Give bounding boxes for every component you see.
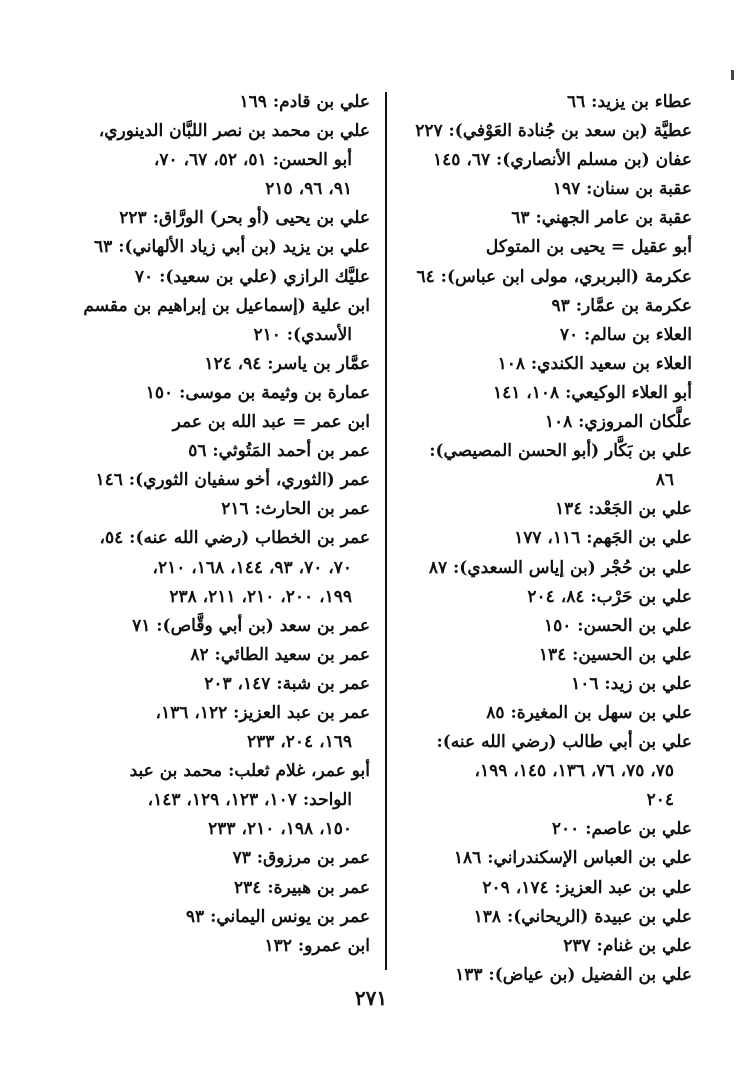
index-entry: [48, 612, 370, 641]
entry-heading: علي بن سهل بن المغيرة: ٨٥: [486, 702, 692, 723]
entry-heading: علَّكان المروزي: ١٠٨: [544, 412, 692, 433]
entry-heading: عقبة بن عامر الجهني: ٦٣: [511, 208, 692, 229]
entry-continuation: ١٥٠، ١٩٨، ٢١٠، ٢٣٣: [208, 819, 352, 840]
entry-heading: عكرمة (البربري، مولى ابن عباس): ٦٤: [416, 266, 692, 287]
entry-heading: أبو عقيل = يحيى بن المتوكل: [485, 237, 692, 258]
entry-heading: ابن علية (إسماعيل بن إبراهيم بن مقسم: [83, 295, 370, 316]
entry-heading: عمر بن أحمد المَتُوثي: ٥٦: [188, 441, 370, 462]
index-entry: [372, 117, 692, 146]
index-entry: [48, 466, 370, 495]
index-entry: [372, 495, 692, 524]
index-entry: [372, 903, 692, 932]
entry-heading: علي بن العباس الإسكندراني: ١٨٦: [453, 848, 692, 869]
index-entry: [372, 379, 692, 408]
entry-continuation: ٩١، ٩٦، ٢١٥: [265, 179, 352, 200]
entry-continuation: ٢٠٤: [646, 790, 674, 811]
entry-heading: عليَّك الرازي (علي بن سعيد): ٧٠: [134, 266, 370, 287]
entry-continuation: ٨٦: [655, 470, 674, 491]
index-entry: [48, 350, 370, 379]
entry-heading: عطيَّة (بن سعد بن جُنادة العَوْفي): ٢٢٧: [415, 121, 692, 142]
index-entry: [372, 844, 692, 873]
entry-heading: عمر بن هبيرة: ٢٣٤: [234, 877, 370, 898]
entry-heading: علي بن حَرْب: ٨٤، ٢٠٤: [527, 586, 692, 607]
index-entry: [372, 612, 692, 641]
entry-heading: عمر بن الخطاب (رضي الله عنه): ٥٤،: [99, 528, 370, 549]
entry-heading: علي بن الفضيل (بن عياض): ١٣٣: [455, 964, 692, 985]
index-entry: [372, 670, 692, 699]
entry-heading: عمر (الثوري، أخو سفيان الثوري): ١٤٦: [95, 470, 370, 491]
entry-heading: عكرمة بن عمَّار: ٩٣: [551, 295, 692, 316]
index-entry: [372, 554, 692, 583]
index-entry: [48, 844, 370, 873]
entry-heading: علي بن الجَهم: ١١٦، ١٧٧: [514, 528, 692, 549]
index-entry: [48, 932, 370, 961]
entry-heading: عطاء بن يزيد: ٦٦: [567, 92, 692, 112]
entry-heading: علي بن بَكَّار (أبو الحسن المصيصي):: [429, 441, 692, 462]
entry-heading: عمَّار بن ياسر: ٩٤، ١٢٤: [204, 353, 370, 374]
entry-heading: علي بن الحسن: ١٥٠: [543, 615, 692, 636]
entry-heading: علي بن زيد: ١٠٦: [571, 673, 692, 694]
entry-heading: عمر بن عبد العزيز: ١٢٢، ١٣٦،: [155, 702, 370, 723]
entry-heading: علي بن عاصم: ٢٠٠: [551, 819, 692, 840]
index-entry: [372, 641, 692, 670]
entry-heading: ابن عمرو: ١٣٢: [264, 935, 370, 956]
index-entry: [372, 146, 692, 175]
entry-heading: علي بن عبد العزيز: ١٧٤، ٢٠٩: [482, 877, 692, 898]
index-entry: [372, 321, 692, 350]
index-entry: [372, 408, 692, 437]
index-column-right: [372, 88, 692, 990]
index-entry: [48, 408, 370, 437]
entry-heading: عمر بن سعيد الطائي: ٨٢: [190, 644, 370, 665]
index-entry: [48, 757, 370, 844]
entry-heading: علي بن محمد بن نصر اللبَّان الدينوري،: [98, 121, 370, 142]
index-entry: [372, 204, 692, 233]
index-column-left: [48, 88, 370, 961]
index-entry: [48, 263, 370, 292]
entry-heading: عمر بن الحارث: ٢١٦: [221, 499, 370, 520]
index-entry: [372, 350, 692, 379]
index-entry: [372, 233, 692, 262]
index-entry: [48, 903, 370, 932]
entry-heading: علي بن قادم: ١٦٩: [239, 92, 370, 112]
page-number: ٢٧١: [354, 986, 388, 1010]
entry-heading: عمر بن يونس اليماني: ٩٣: [185, 906, 370, 927]
entry-continuation: أبو الحسن: ٥١، ٥٢، ٦٧، ٧٠،: [153, 150, 352, 171]
index-entry: [48, 204, 370, 233]
entry-continuation: الواحد: ١٠٧، ١٢٣، ١٢٩، ١٤٣،: [147, 790, 352, 811]
entry-heading: علي بن أبي طالب (رضي الله عنه):: [436, 732, 692, 753]
column-divider: [385, 92, 387, 970]
index-entry: [372, 874, 692, 903]
index-entry: [372, 524, 692, 553]
entry-heading: علي بن الحسين: ١٣٤: [538, 644, 692, 665]
entry-heading: عمر بن سعد (بن أبي وقَّاص): ٧١: [132, 615, 370, 636]
index-entry: [48, 670, 370, 699]
entry-heading: ابن عمر = عبد الله بن عمر: [172, 412, 370, 433]
entry-heading: عمر بن شبة: ١٤٧، ٢٠٣: [204, 673, 370, 694]
index-entry: [48, 874, 370, 903]
entry-continuation: الأسدي): ٢١٠: [253, 324, 352, 345]
entry-continuation: ٧٠، ٧٠، ٩٣، ١٤٤، ١٦٨، ٢١٠،: [152, 557, 352, 578]
index-entry: [372, 699, 692, 728]
index-entry: [48, 292, 370, 350]
index-entry: [48, 233, 370, 262]
index-entry: [372, 815, 692, 844]
entry-heading: علي بن يزيد (بن أبي زياد الألهاني): ٦٣: [94, 237, 370, 258]
index-entry: [372, 932, 692, 961]
entry-heading: علي بن يحيى (أو بحر) الورَّاق: ٢٢٣: [119, 208, 370, 229]
index-entry: [48, 524, 370, 611]
index-entry: [48, 495, 370, 524]
entry-heading: أبو عمر، غلام ثعلب: محمد بن عبد: [129, 761, 370, 782]
entry-heading: علي بن عبيدة (الريحاني): ١٣٨: [473, 906, 692, 927]
index-entry: [372, 175, 692, 204]
entry-continuation: ١٦٩، ٢٠٤، ٢٣٣: [246, 732, 352, 753]
index-entry: [48, 88, 370, 117]
entry-heading: عفان (بن مسلم الأنصاري): ٦٧، ١٤٥: [433, 150, 692, 171]
entry-heading: العلاء بن سالم: ٧٠: [559, 324, 692, 345]
index-entry: [48, 117, 370, 204]
edge-mark: [731, 70, 734, 80]
entry-heading: العلاء بن سعيد الكندي: ١٠٨: [497, 353, 692, 374]
index-entry: [372, 292, 692, 321]
index-entry: [372, 437, 692, 495]
entry-heading: عمارة بن وثيمة بن موسى: ١٥٠: [145, 382, 370, 403]
index-entry: [372, 728, 692, 815]
index-entry: [372, 263, 692, 292]
index-entry: [372, 88, 692, 117]
index-entry: [372, 583, 692, 612]
entry-heading: أبو العلاء الوكيعي: ١٠٨، ١٤١: [492, 382, 692, 403]
index-entry: [48, 437, 370, 466]
entry-heading: علي بن غنام: ٢٣٧: [563, 935, 692, 956]
entry-heading: عمر بن مرزوق: ٧٣: [232, 848, 370, 869]
index-entry: [48, 379, 370, 408]
entry-heading: علي بن الجَعْد: ١٣٤: [554, 499, 692, 520]
entry-heading: علي بن حُجْر (بن إياس السعدي): ٨٧: [428, 557, 692, 578]
index-entry: [48, 699, 370, 757]
entry-continuation: ١٩٩، ٢٠٠، ٢١٠، ٢١١، ٢٣٨: [169, 586, 352, 607]
entry-heading: عقبة بن سنان: ١٩٧: [552, 179, 692, 200]
index-entry: [48, 641, 370, 670]
entry-continuation: ٧٥، ٧٥، ٧٦، ١٣٦، ١٤٥، ١٩٩،: [474, 761, 674, 782]
